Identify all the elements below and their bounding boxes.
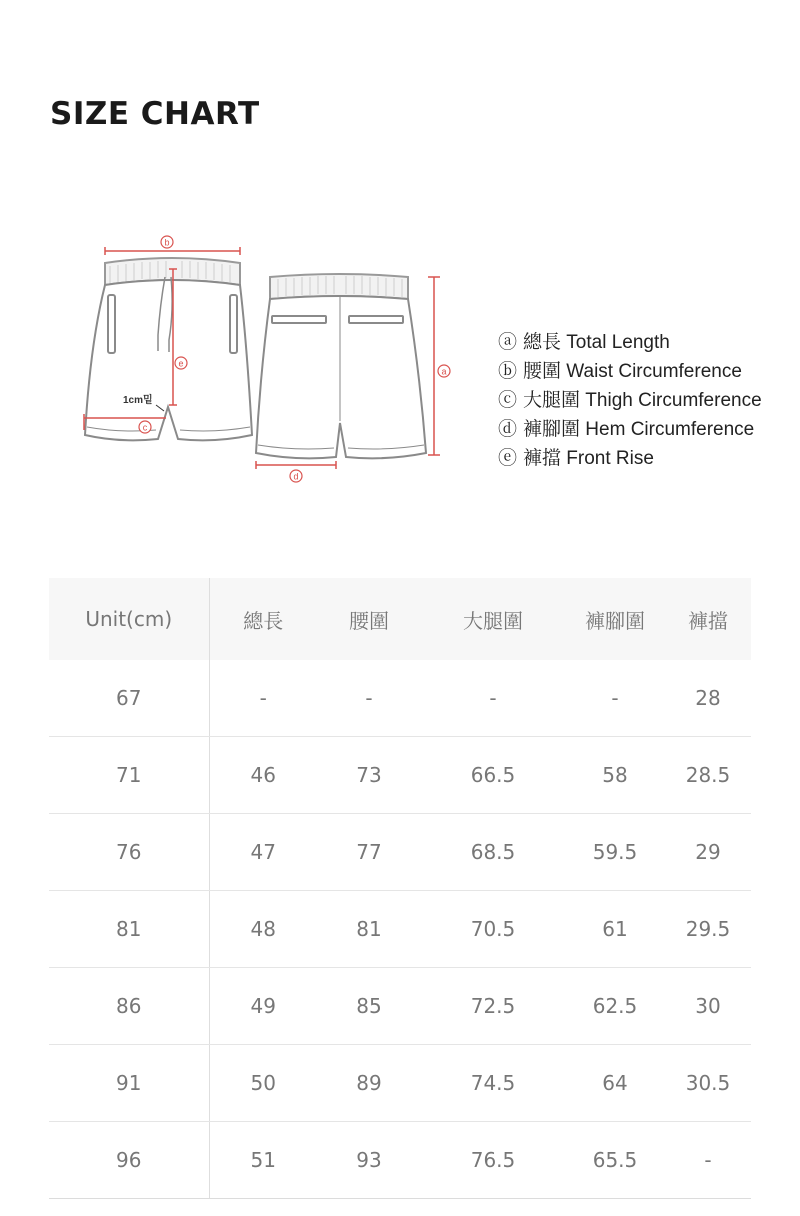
- legend-marker: ⓔ: [498, 448, 518, 469]
- table-cell: 50: [209, 1045, 317, 1122]
- table-cell: 85: [317, 968, 421, 1045]
- legend-marker: ⓑ: [498, 361, 518, 382]
- table-cell: -: [317, 660, 421, 737]
- marker-c: [139, 421, 151, 433]
- table-cell: 74.5: [421, 1045, 565, 1122]
- marker-a: [438, 365, 450, 377]
- table-cell: 58: [565, 737, 665, 814]
- table-cell: 62.5: [565, 968, 665, 1045]
- table-cell: 71: [49, 737, 209, 814]
- table-cell: 67: [49, 660, 209, 737]
- marker-b: [161, 236, 173, 248]
- legend-marker: ⓓ: [498, 419, 518, 440]
- svg-text:a: a: [441, 366, 447, 377]
- table-cell: 86: [49, 968, 209, 1045]
- svg-text:e: e: [178, 358, 184, 369]
- svg-text:b: b: [164, 237, 170, 248]
- table-cell: -: [421, 660, 565, 737]
- table-cell: 29: [665, 814, 751, 891]
- table-cell: 64: [565, 1045, 665, 1122]
- table-cell: 91: [49, 1045, 209, 1122]
- legend-label: 腰圍 Waist Circumference: [523, 361, 742, 382]
- page-title: SIZE CHART: [50, 96, 260, 132]
- table-header-row: [49, 578, 751, 660]
- legend-item: [498, 413, 762, 442]
- legend-marker: ⓐ: [498, 332, 518, 353]
- table-cell: 49: [209, 968, 317, 1045]
- size-table: [49, 578, 751, 1199]
- table-cell: 66.5: [421, 737, 565, 814]
- table-cell: 93: [317, 1122, 421, 1199]
- back-shorts: [256, 274, 426, 458]
- table-cell: 65.5: [565, 1122, 665, 1199]
- table-cell: 72.5: [421, 968, 565, 1045]
- table-cell: 59.5: [565, 814, 665, 891]
- table-cell: -: [665, 1122, 751, 1199]
- table-cell: 29.5: [665, 891, 751, 968]
- table-cell: 61: [565, 891, 665, 968]
- legend-item: [498, 442, 762, 471]
- legend-label: 大腿圍 Thigh Circumference: [523, 390, 762, 411]
- table-cell: 73: [317, 737, 421, 814]
- marker-d: [290, 470, 302, 482]
- table-cell: 68.5: [421, 814, 565, 891]
- legend-item: [498, 355, 762, 384]
- table-cell: 48: [209, 891, 317, 968]
- svg-text:d: d: [293, 471, 299, 482]
- column-header: Unit(cm): [49, 578, 209, 660]
- table-row: [49, 1045, 751, 1122]
- table-row: [49, 968, 751, 1045]
- table-cell: -: [209, 660, 317, 737]
- table-cell: 28.5: [665, 737, 751, 814]
- table-row: [49, 737, 751, 814]
- measurement-legend: [498, 326, 762, 471]
- table-body: [49, 660, 751, 1199]
- table-cell: 30.5: [665, 1045, 751, 1122]
- table-cell: 28: [665, 660, 751, 737]
- table-row: [49, 660, 751, 737]
- marker-e: [175, 357, 187, 369]
- table-cell: 89: [317, 1045, 421, 1122]
- diagram-note: 1cm밑: [123, 395, 153, 406]
- column-header: 腰圍: [317, 578, 421, 660]
- table-row: [49, 814, 751, 891]
- column-header: 總長: [209, 578, 317, 660]
- table-cell: 81: [49, 891, 209, 968]
- table-cell: -: [565, 660, 665, 737]
- table-cell: 76.5: [421, 1122, 565, 1199]
- table-row: [49, 1122, 751, 1199]
- table-cell: 51: [209, 1122, 317, 1199]
- table-cell: 46: [209, 737, 317, 814]
- legend-label: 褲腳圍 Hem Circumference: [523, 419, 755, 440]
- front-shorts: [85, 258, 252, 440]
- legend-marker: ⓒ: [498, 390, 518, 411]
- table-cell: 70.5: [421, 891, 565, 968]
- column-header: 褲腳圍: [565, 578, 665, 660]
- table-cell: 77: [317, 814, 421, 891]
- legend-item: [498, 326, 762, 355]
- shorts-diagram: [70, 225, 470, 490]
- svg-text:c: c: [142, 422, 148, 433]
- table-cell: 47: [209, 814, 317, 891]
- legend-label: 總長 Total Length: [523, 332, 670, 353]
- legend-label: 褲擋 Front Rise: [523, 448, 654, 469]
- legend-item: [498, 384, 762, 413]
- column-header: 褲擋: [665, 578, 751, 660]
- table-cell: 96: [49, 1122, 209, 1199]
- table-cell: 81: [317, 891, 421, 968]
- column-header: 大腿圍: [421, 578, 565, 660]
- table-cell: 76: [49, 814, 209, 891]
- table-cell: 30: [665, 968, 751, 1045]
- table-row: [49, 891, 751, 968]
